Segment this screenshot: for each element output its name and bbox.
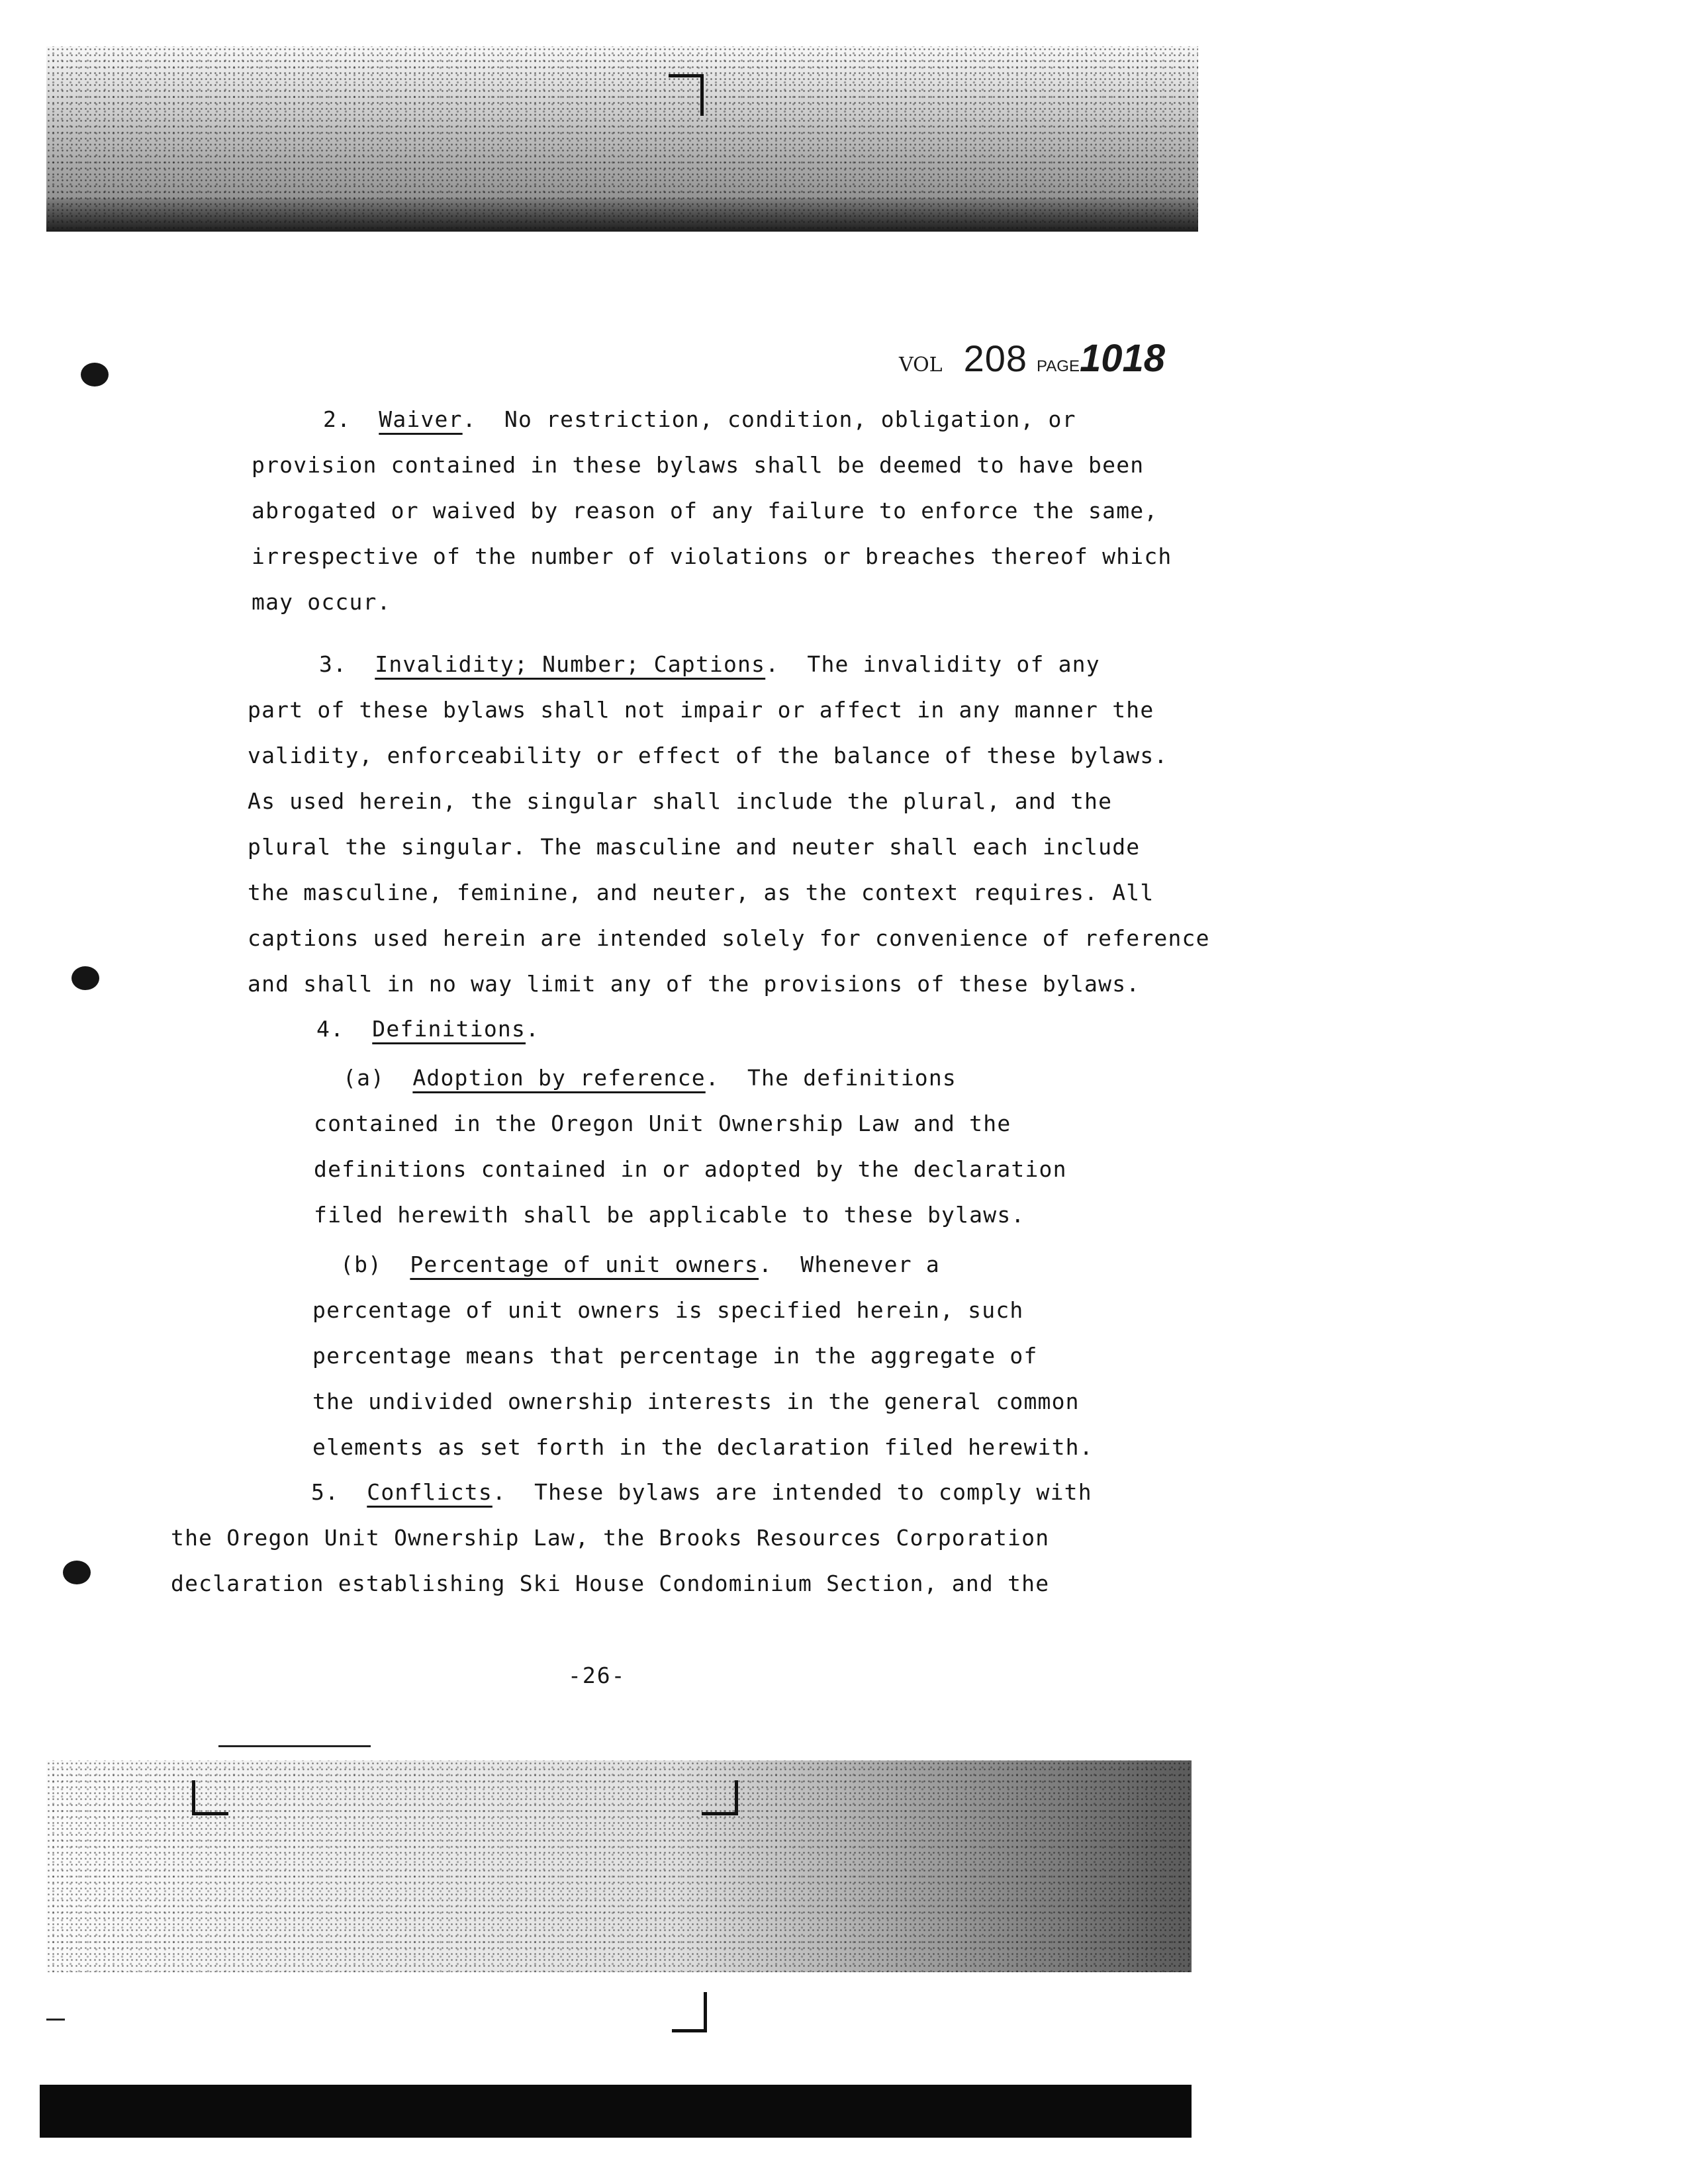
volume-label: VOL	[898, 353, 943, 377]
subsection-heading: Percentage of unit owners	[410, 1251, 759, 1277]
section-heading: Invalidity; Number; Captions	[375, 651, 766, 677]
paragraph-line: 3. Invalidity; Number; Captions. The invalidity of any	[319, 651, 1100, 677]
section-number: 3.	[319, 651, 348, 677]
paragraph-line: the Oregon Unit Ownership Law, the Brooks Resources Corporation	[171, 1525, 1050, 1551]
section-heading: Definitions	[372, 1016, 526, 1042]
paragraph-line: (b) Percentage of unit owners. Whenever a	[340, 1251, 940, 1277]
paragraph-line: filed herewith shall be applicable to these bylaws.	[314, 1202, 1025, 1228]
punch-hole	[71, 966, 99, 990]
section-waiver	[252, 396, 1172, 625]
volume-number: 208	[963, 338, 1028, 379]
subsection-heading: Adoption by reference	[412, 1065, 706, 1091]
scan-streak	[218, 1745, 371, 1747]
paragraph-line: percentage means that percentage in the aggregate of	[312, 1343, 1038, 1369]
paragraph-line: and shall in no way limit any of the provisions of these bylaws.	[248, 971, 1141, 997]
paragraph-line: As used herein, the singular shall include the plural, and the	[248, 788, 1113, 814]
paragraph-line: the masculine, feminine, and neuter, as the context requires. All	[248, 880, 1154, 905]
section-heading: Waiver	[379, 406, 463, 432]
paragraph-line: abrogated or waived by reason of any failure to enforce the same,	[252, 498, 1158, 523]
recording-stamp	[899, 336, 1165, 381]
page-label: PAGE	[1037, 357, 1080, 375]
section-definitions	[316, 1006, 539, 1052]
paragraph-line: validity, enforceability or effect of the balance of these bylaws.	[248, 743, 1168, 768]
section-number: 4.	[316, 1016, 345, 1042]
paragraph-line: 2. Waiver. No restriction, condition, obligation, or	[323, 406, 1076, 432]
paragraph-line: 5. Conflicts. These bylaws are intended to comply with	[311, 1479, 1092, 1505]
paragraph-line: definitions contained in or adopted by the declaration	[314, 1156, 1067, 1182]
crop-mark-top	[669, 74, 704, 116]
paragraph-line: 4. Definitions.	[316, 1016, 540, 1042]
punch-hole	[81, 363, 109, 387]
punch-hole	[63, 1561, 91, 1584]
paragraph-line: part of these bylaws shall not impair or affect in any manner the	[248, 697, 1154, 723]
paragraph-line: (a) Adoption by reference. The definitions	[343, 1065, 957, 1091]
paragraph-line: the undivided ownership interests in the general common	[312, 1388, 1080, 1414]
paragraph-line: may occur.	[252, 589, 391, 615]
paragraph-line: provision contained in these bylaws shall be deemed to have been	[252, 452, 1145, 478]
section-conflicts	[171, 1469, 1092, 1606]
section-heading: Conflicts	[367, 1479, 492, 1505]
paragraph-line: plural the singular. The masculine and neuter shall each include	[248, 834, 1141, 860]
subsection-adoption-by-reference	[314, 1055, 1067, 1238]
scan-black-edge	[40, 2085, 1192, 2138]
paragraph-line: irrespective of the number of violations or breaches thereof which	[252, 543, 1172, 569]
section-number: 5.	[311, 1479, 340, 1505]
paragraph-line: contained in the Oregon Unit Ownership Law and the	[314, 1111, 1011, 1136]
subsection-percentage-of-unit-owners	[312, 1242, 1094, 1470]
stamp-page-number: 1018	[1079, 337, 1165, 380]
page-number: -26-	[568, 1662, 626, 1688]
crop-mark-bottom-right	[702, 1780, 738, 1815]
subsection-label: (b)	[340, 1251, 383, 1277]
paragraph-line: percentage of unit owners is specified herein, such	[312, 1297, 1024, 1323]
section-number: 2.	[323, 406, 352, 432]
section-invalidity	[248, 641, 1210, 1007]
paragraph-line: elements as set forth in the declaration filed herewith.	[312, 1434, 1094, 1460]
crop-mark-bottom	[672, 1992, 707, 2032]
paragraph-line: captions used herein are intended solely for convenience of reference	[248, 925, 1210, 951]
scan-noise-top	[46, 46, 1198, 232]
scan-streak	[46, 2019, 65, 2021]
subsection-label: (a)	[343, 1065, 385, 1091]
crop-mark-bottom-left	[192, 1780, 228, 1815]
paragraph-line: declaration establishing Ski House Condominium Section, and the	[171, 1570, 1050, 1596]
